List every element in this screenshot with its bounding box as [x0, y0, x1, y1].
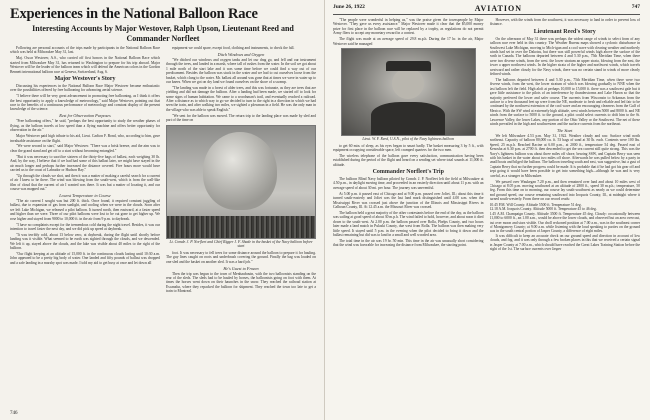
paragraph: to get 60 min. of sleep, as his eyes began to smart badly. The basket measuring 3 by 5 ft., with equipment occupying considerable space, left cramped quarters for the two men.: [333, 143, 484, 152]
paragraph: The balloons departed between 4 and 5.30 p.m., 75th Meridian Time, when there were two diverse winds, from the west, the lower stratum of which was blowing gradually to NNE when the last balloon left the field. High aloft at perhaps 10,000 to 15,000 ft. there was a southwest gale but it gave little assistance to the pilots of an interference by thunderstorms and Lake Huron so that the majority preferred the lower and safer course. The currents from Wisconsin to Arkansas from the surface to a few thousand feet up were from the NE, moderate to fresh and reliable and led fair to be continued by the northwest extension of the cool wave and an encouraging clearness from the Gulf of Mexico. With the SW wind at extremely high altitude, west winds between 5000 and 8000 ft. and NE winds from the surface to 5000 ft. to the ground, a pilot could select currents to drift him to the St. Lawrence Valley, the lower Lakes, any portion of the Ohio Valley or the Southwest. The net of these winds prevailed in the high and southwestern and the surface currents from the northeast.: [489, 77, 640, 127]
paragraph: "I have no complaints except for the tremendous cold during the night travel. Besides, it was our intention to travel faster the next day, and we did pick up speed at daybreak.: [10, 222, 160, 231]
header-page-number: 747: [631, 4, 640, 10]
subsection-heading-cold: Lowest Temperature in Course: [59, 192, 111, 198]
left-column-2: [166, 46, 316, 295]
article-subtitle: Interesting Accounts by Major Westover, Ralph Upson, Lieutenant Reed and Commander Norfleet: [32, 24, 294, 43]
paragraph: Major Westover paid high tribute to his aid, Lieut. Carlton F. Bond, who, according to him, gave invaluable assistance on the flight.: [10, 134, 160, 143]
page-number-left: 746: [10, 411, 18, 416]
right-column-1: [333, 18, 484, 253]
paragraph: The wireless telephone of the balloon gave every satisfaction, communication having been established during the period of the flight and heard on a sending set where total sounds at 11,000 ft. altitude.: [333, 153, 484, 167]
paragraph: The flight was made at an average speed of 29.8 m.p.h. During the 17 hr. in the air, Major Westover said he managed: [333, 37, 484, 46]
paragraph: "We ditched our windows and oxygen tanks and let our drag go, and fell and our instrument through the trees, and landed in a marsh, where tall of rushes from the water. In the soil we got about 1 mile north of the start lake and it was some time before we could find a way out of our predicament. Besides the balloon was stuck in the water and we had to cut ourselves loose from the basket, which clung to the water. Mr. ballast all around was gone that at times we were in water up to our knees. When we got on dry land we found ourselves on the shore of a swamp.: [166, 57, 316, 84]
paragraph: "But it was necessary to sacrifice sixteen of the thirty-five bags of ballast, each weighing 30 lb. And, by the way, I believe that if we had had some of this ballast later, we might have stayed in the air much longer and perhaps further increased the distance covered. Five hours more would have carried us to the coast of Labrador or Hudson Bay.": [10, 154, 160, 172]
paragraph: foot. It was necessary to fell trees for some distance around the balloon to prepare it for hauling. The guy lines caught on roots and underbrush covering the ground. Finally the bag was loaded on one sled and the basket on another sled. It was a hard job.": [166, 250, 316, 264]
paragraph: "We were second to start," said Major Westover. "There was a brisk breeze, and the aim was to clear the grand stand and get off to a start without becoming entangled.": [10, 144, 160, 153]
intro-paragraph: Following are personal accounts of the trips made by participants in the National Balloon Race which was held at Milwaukee May 31, last.: [10, 46, 160, 55]
subsection-heading-start: The Start: [557, 127, 573, 133]
subsection-heading-rest: Rest for Observation Purposes: [59, 113, 111, 119]
header-title: AVIATION: [474, 4, 522, 13]
balloon-envelope: [203, 132, 277, 210]
article-title: Experiences in the National Balloon Race: [10, 6, 258, 22]
section-heading-norfleet: Commander Norfleet's Trip: [372, 169, 444, 176]
paragraph: "The landing was made in a forest of alder trees, and this was fortunate, as they are trees that are yielding and did not damage the balloon. After a landing had been made, we started off to look for some signs of human habitation. We came to a woodsman's trail, and eventually reached a railroad. After a distance as to which way to go we decided to turn to the right in a direction in which we had seen the train, and after walking two miles, we sighted a plowman in a field. He was the only man in the village who was able to speak English.": [166, 85, 316, 112]
paragraph: "It was terribly cold, about 13 below zero, at daybreak, during the flight until shortly before landing was it visible. What seemed to be earth was sighted through the clouds, and we descended. We left it up, stayed above the clouds, and the lake was visible about 40 miles to the right of the balloon.: [10, 232, 160, 251]
paragraph: "Free ballooning offers," he said, "perhaps the best opportunity to study the weather phases of flying, as the balloon travels at low speed than a flying machine and offers better opportunity for observation in the air.": [10, 119, 160, 133]
log-entry: 1.45 A.M. Champaign County. Altitude 3500 ft. Temperature 45 deg. Cloudy: occasionally between 11,000 to 6000 ft., an 1.00 a.m., would be above the lower clouds, and observed but an area overcast, but over moon and stars visible. Our droll reckoned position at 7.00 a.m., was in the southeast corner of Montgomery County; at 9.00 a.m. while listening with the loud speaking to parties on the ground was in the south central portion of Jasper County, a difference of eight miles.: [489, 211, 640, 234]
paragraph: However, with the winds from the southwest, it was necessary to land in order to prevent loss of distance.: [489, 18, 640, 27]
right-column-2: [490, 18, 641, 253]
paragraph: We passed over Waukegan 7.20 p.m., and then remained over land and about 10 miles west of Chicago at 8.05 p.m. moving southward at an altitude of 2800 ft., speed 30 m.p.h.; temperature, 50 deg. From this time on to morning, our course lay south-southwest as nearly as we could determine and ground speed, our course remaining southward into Iroquois County, Ill., at midnight where it turned south-westerly. From there on our record reads:: [489, 179, 640, 202]
paragraph: Then the trip was begun to the town of Menhaubouin, with the two balloonists standing on the rear of the sleds. The sleds had to be hauled by horses, the balloonists going on foot with them. At times the horses went down on their haunches in the snow. They reached the railroad station at Escanaba, where they repacked the balloon for shipment. They reached the town too late to get a train to Montreal.: [166, 271, 316, 294]
running-header: [333, 4, 640, 15]
paragraph: The total time in the air was 19 hr. 50 min. This time in the air was unusually short considering that the wind was favorable for increasing the distance from Milwaukee, the starting point.: [333, 238, 484, 248]
subsection-heading-ditch: Ditch Windows and Oxygen: [217, 51, 265, 57]
officer-cap: [386, 61, 431, 71]
paragraph: "We sent for the balloon was moved. The return trip to the landing place was made by sled and part of the time on: [166, 113, 316, 123]
paragraph: "Up through the clouds we shot, and then it was a matter of making a careful search for a current of air I knew to be there. The wind was blowing from the south-west, which is from the wall-like film of cloud that the current of air I wanted was there. It was but a matter of locating it, and our course was mapped out.": [10, 173, 160, 192]
intro-paragraph-2: Maj. Oscar Westover, A.S., who carried off first honors in the National Balloon Race which started from Milwaukee May 31, has returned to Washington to prepare for his trip abroad. Major Westover will be the leader of the balloon team which will defend the American colors in the Gordon Bennett international balloon race at Geneva, Switzerland, Aug. 6.: [10, 56, 160, 74]
paragraph: equipment we could spare, except food, clothing and instruments, to check the fall.: [172, 46, 295, 50]
paragraph: "The air current I sought was but 200 ft. thick. Once found, it required constant juggling of ballast, due to expansion of gas from sunlight, and cooling when we were in the clouds. Soon after we left Lake Michigan, we released a pilot balloon. It turned north, then eastward, at a faster speed and higher than we were. Three of our pilot balloons were lost to be cut gone to get higher up. We rose higher and stayed from 9000 to 10,000 ft. in the air from 9 p.m. to daybreak.: [10, 198, 160, 221]
paragraph: "The people were wonderful in helping us," was the praise given the townspeople by Major Westover. "They gave us every assistance." Major Westover made it clear that the $5,000 money prize for first place in the balloon race will be replaced by a trophy, as regulations do not permit Army fliers to accept any monetary reward in a contest.: [333, 18, 484, 36]
paragraph: The balloon Blind Navy balloon piloted by Comdr. J. P. Norfleet left the field at Milwaukee at 4.50 p.m., in daylight moving time, and proceeded in an easterly direction until about 11 p.m. with an average speed of about 30 mi. per hour. The journey was uneventful.: [333, 177, 484, 190]
uniform-coat: [371, 102, 445, 135]
right-columns: [333, 18, 640, 253]
section-heading-reed: Lieutenant Reed's Story: [533, 28, 596, 35]
right-page: [325, 0, 650, 420]
paragraph: At 5.00 p.m. it passed east of Chicago and at 9.00 p.m. passed over Joliet, Ill.; about this time it turned south-easterly and Joliet was the last land mark distinguished until 4.00 a.m. when the Mississippi River was crossed just above the junction of the Illinois and Mississippi Rivers in Calhoun County, Ill. At 12.45 a.m. the Missouri River was crossed.: [333, 191, 484, 209]
photo-caption: Lt. Comdr. J. P. Norfleet and Chief Rigger J. F. Shade in the basket of the Navy balloon before start: [169, 239, 313, 249]
paragraph: The balloon held a great majority of the other contestants before the end of the day, as the balloon was sailing at good speed of about 30 m.p.h. The wind failed to hold, however, and about noon it died down to the south-west. At 2.00 p.m. the balloon passed over Rolla, Phelps County, and two hours later made a land match in Pulaski County, due west from Rolla. The balloon was then making very little speed. It stayed until 5 p.m. in the evening when the pilot decided to bring it down and the ballast remaining but did was to land in a small and well wooded area.: [333, 210, 484, 237]
log-entry: 10.45 P.M. Will County. Altitude 5500 ft. Temperature 51 deg.: [489, 203, 582, 208]
log-entry: 12.18 A.M. Iroquois County. Altitude 5000 ft. Temperature 45 to 46 deg.: [489, 207, 597, 212]
subsection-heading-guest: He's Guest to Frozen: [223, 265, 259, 271]
balloon-photo: [166, 125, 316, 239]
paragraph: "I believe there will be very great advancement in promoting free ballooning, as I think it offers the best opportunity to apply a knowledge of meteorology," said Major Westover, pointing out that race to the benefits of a continuous performance of meteorology and constant display of the present knowledge of the science.: [10, 94, 160, 112]
paragraph: On the afternoon of May 31 there was perhaps the widest range of winds to select from of any balloon race ever held in this country. The Weather Bureau maps showed a cyclonic disturbance in Southwest Lake Michigan, moving to Mich-igan and a cool wave with clearing weather and northerly winds had set in over the Dakotas, but there was still powerful winds high above the surface of the earth in Canada. The balloons departed between 4 and 5.30 p.m., 75th Meridian Time, when there were two diverse winds, from the west. the lower stratum an upper strata, blowing from the east, the lower a upper northwest winds. In the higher strata of the higher and northwest winds, which travels westward and rather cloudy for the Navy winds, there was no certain stand in winds of more clearly defined winds.: [489, 36, 640, 77]
section-heading-westover: Major Westover's Story: [54, 75, 116, 82]
header-date: June 26, 1922: [333, 4, 365, 10]
left-column-1: [10, 46, 160, 295]
paragraph: Discussing his experiences in the National Balloon Race Major Westover became enthusiastic over the possibilities offered by free ballooning for advancing aerial science.: [10, 83, 160, 93]
face: [392, 68, 424, 99]
paragraph: We left Milwaukee 4.53 p.m. May 31, 1922. Weather cloudy and raw. Surface wind north northeast. Capacity of balloon 80,000 cu. ft. 53 bags of sand at 30 lb. each. Contents were 100 lbs. Speed, 25 m.p.h. Reached Racine at 6.00 p.m., at 2000 ft., temperature 54 deg. Passed east of Kenosha at 6.30 p.m. at 2700 ft. then descended to get the sea current still quite strong. This was the Navy's lightness balloon was about three miles off shore, bearing SSW, and Captain Berry was seen with his basket in the water about two miles off shore. Afterwards he was pulled below by a party in small boats and bilged the balloon. The balloon traveling south and east, was suggestive, but a gust of Captain Berry that no further progress could be made. It is probable that if he had got his gear off and kept going it would have been possible to get into something high—although he was and is very careful, as a stranger in Milwaukee.: [489, 133, 640, 178]
portrait-photo: [341, 48, 476, 136]
crowd: [167, 216, 315, 238]
paragraph: It was difficult to keep an accurate check on our ground speed and direction in account of low clouds, and fog, and it was only through a few broken places in this that we received a certain signal in Jasper County at 7.00 a.m., which should have reached the Great Lakes Training Station before the night of the 1st. The surface currents over Jasper: [489, 233, 640, 252]
paragraph: "Our flight keeping at an altitude of 15,000 ft. in the continuous clouds lasting until 10:30 a.m. John appeared to be a pretty big body of water. One landed and fifty pounds of ballast was dropped and a safe landing in a marshy spot was made. I told my aid to get busy at once and let down all: [10, 251, 160, 265]
portrait-caption: Lieut. W. F. Reed, U.S.N., pilot of the Navy lightness balloon: [362, 136, 455, 141]
left-columns: [10, 46, 316, 295]
